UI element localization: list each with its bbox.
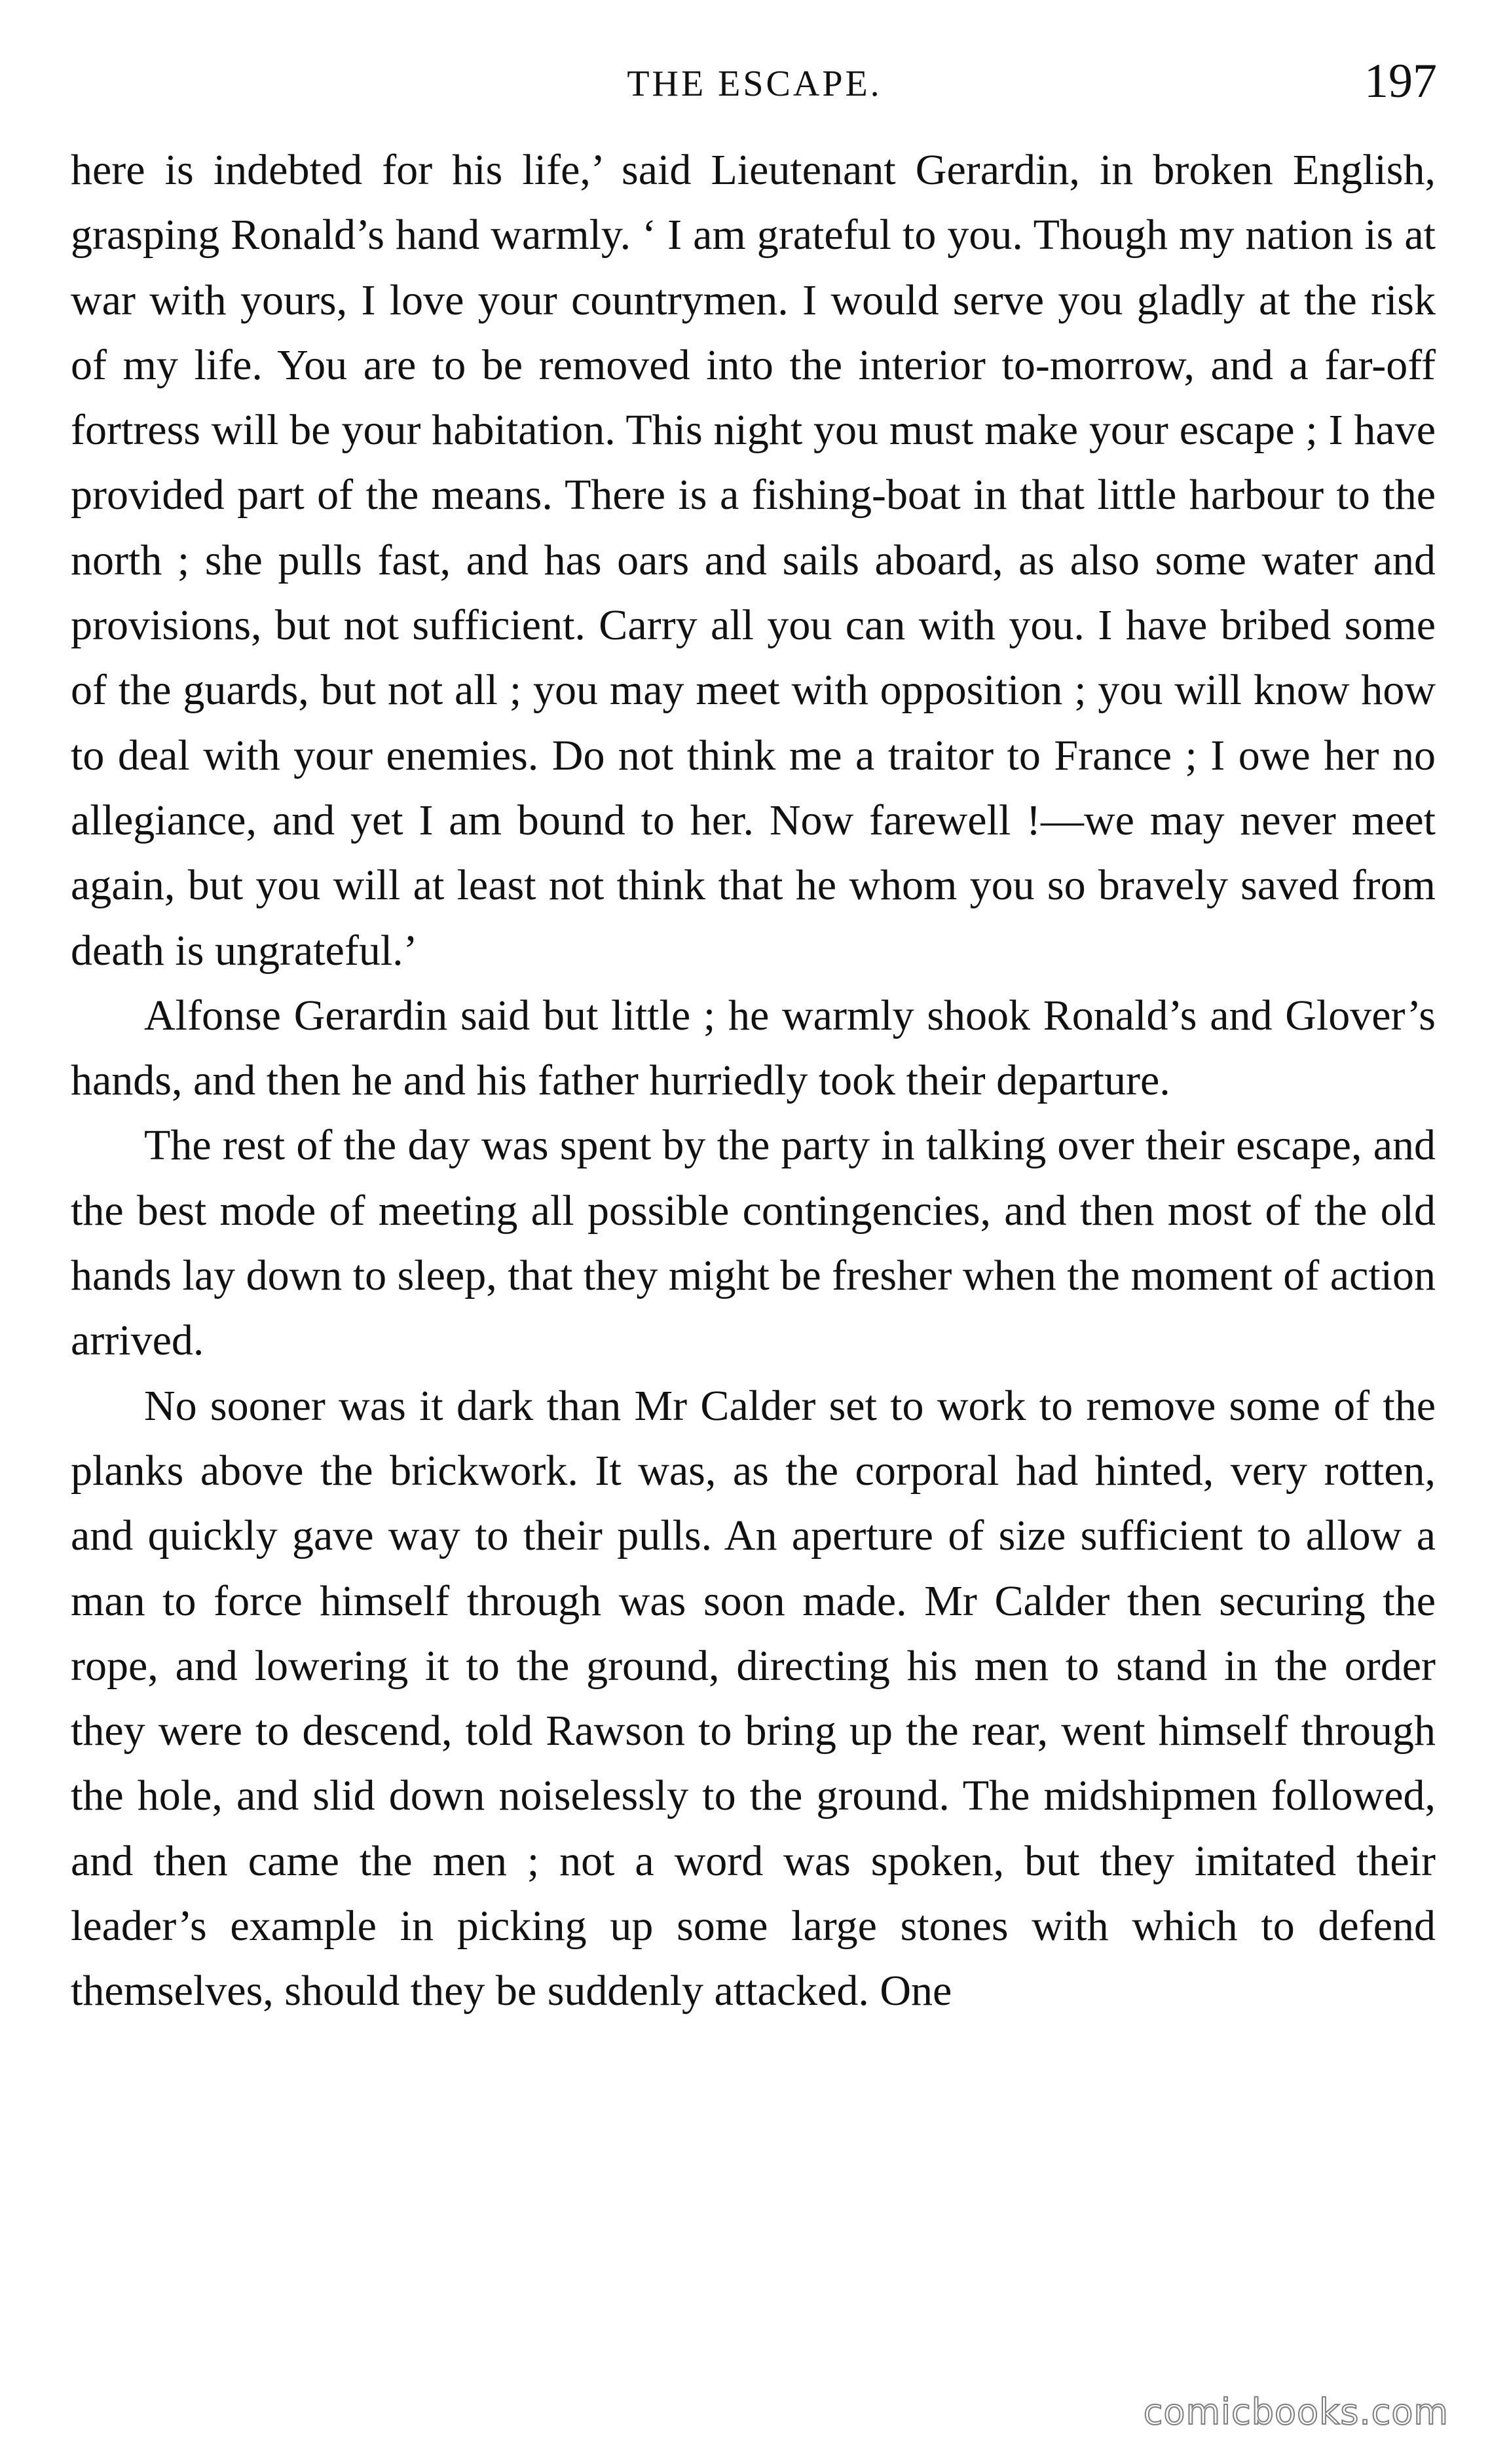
site-watermark: comicbooks.com	[1143, 2391, 1449, 2433]
body-text	[71, 138, 1436, 2024]
paragraph: No sooner was it dark than Mr Calder set to work to remove some of the planks above the brickwork. It was, as the corporal had hinted, very rotten, and quickly gave way to their pulls. An aperture of size sufficient to allow a man to force himself through was soon made. Mr Calder then securing the rope, and lowering it to the ground, directing his men to stand in the order they were to descend, told Rawson to bring up the rear, went himself through the hole, and slid down noiselessly to the ground. The midshipmen followed, and then came the men ; not a word was spoken, but they imitated their leader’s example in picking up some large stones with which to defend themselves, should they be suddenly attacked. One	[71, 1381, 1436, 2015]
running-head	[72, 54, 1437, 113]
paragraph-continued: here is indebted for his life,’ said Lieutenant Gerardin, in broken English, grasping Ronald’s hand warmly. ‘ I am grateful to you. Though my nation is at war with yours, I love your countrymen. I would serve you gladly at the risk of my life. You are to be removed into the interior to-morrow, and a far-off fortress will be your habitation. This night you must make your escape ; I have provided part of the means. There is a fishing-boat in that little harbour to the north ; she pulls fast, and has oars and sails aboard, as also some water and provisions, but not sufficient. Carry all you can with you. I have bribed some of the guards, but not all ; you may meet with opposition ; you will know how to deal with your enemies. Do not think me a traitor to France ; I owe her no allegiance, and yet I am bound to her. Now farewell !—we may never meet again, but you will at least not think that he whom you so bravely saved from death is ungrateful.’	[71, 146, 1436, 975]
paragraph: The rest of the day was spent by the party in talking over their escape, and the best mode of meeting all possible contingencies, and then most of the old hands lay down to sleep, that they might be fresher when the moment of action arrived.	[71, 1121, 1436, 1365]
paragraph: Alfonse Gerardin said but little ; he warmly shook Ronald’s and Glover’s hands, and then he and his father hurriedly took their departure.	[71, 991, 1436, 1105]
page-number: 197	[1364, 54, 1437, 108]
running-title: THE ESCAPE.	[627, 64, 882, 104]
